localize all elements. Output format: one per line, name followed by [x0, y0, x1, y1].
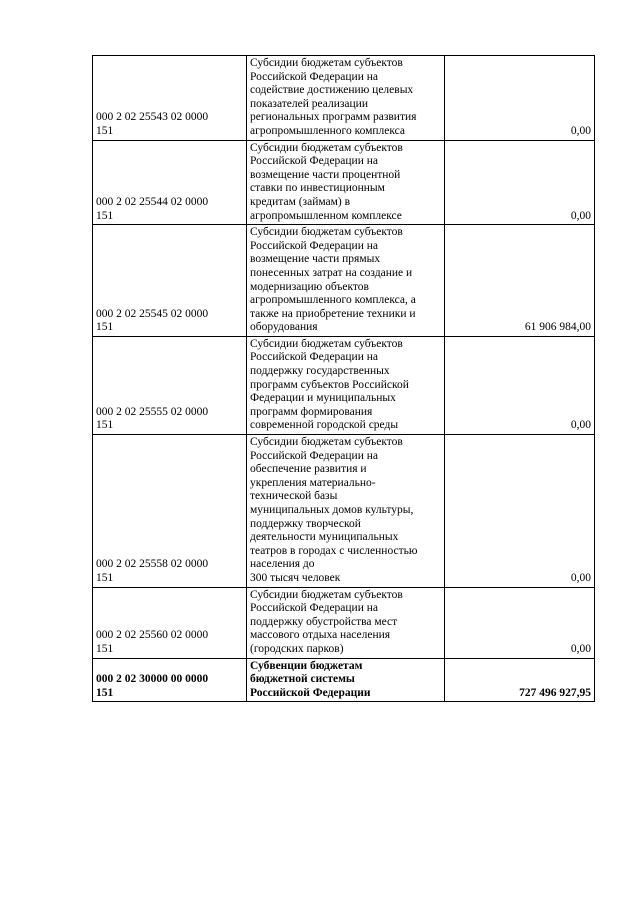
amount-cell: 0,00	[445, 56, 595, 141]
table-row	[93, 435, 595, 588]
item-name-cell: Субсидии бюджетам субъектов Российской Федерации на содействие достижению целевых показателей реализации региональных программ развития агропромышленного комплекса	[247, 56, 445, 141]
table-row	[93, 56, 595, 141]
table-row	[93, 587, 595, 658]
amount-cell: 0,00	[445, 140, 595, 225]
table-row	[93, 225, 595, 337]
budget-code-cell: 000 2 02 25555 02 0000 151	[93, 336, 247, 434]
table-body	[93, 56, 595, 702]
budget-code-cell: 000 2 02 25558 02 0000 151	[93, 435, 247, 588]
table-row-total	[93, 658, 595, 702]
item-name-cell: Субсидии бюджетам субъектов Российской Федерации на возмещение части прямых понесенных затрат на создание и модернизацию объектов агропромышленного комплекса, а также на приобретение техники и оборудования	[247, 225, 445, 337]
item-name-cell: Субсидии бюджетам субъектов Российской Федерации на обеспечение развития и укрепления материально- технической базы муниципальных домов культуры, поддержку творческой деятельности муниципальных театров в городах с численностью населения до 300 тысяч человек	[247, 435, 445, 588]
budget-code-cell: 000 2 02 25543 02 0000 151	[93, 56, 247, 141]
budget-code-cell: 000 2 02 25560 02 0000 151	[93, 587, 247, 658]
budget-code-cell: 000 2 02 25544 02 0000 151	[93, 140, 247, 225]
budget-code-cell: 000 2 02 25545 02 0000 151	[93, 225, 247, 337]
amount-cell: 61 906 984,00	[445, 225, 595, 337]
budget-revenue-table	[92, 55, 595, 702]
item-name-cell: Субсидии бюджетам субъектов Российской Федерации на поддержку государственных программ субъектов Российской Федерации и муниципальных программ формирования современной городской среды	[247, 336, 445, 434]
amount-cell: 0,00	[445, 587, 595, 658]
amount-cell: 0,00	[445, 435, 595, 588]
budget-code-cell: 000 2 02 30000 00 0000 151	[93, 658, 247, 702]
amount-cell: 727 496 927,95	[445, 658, 595, 702]
table-row	[93, 140, 595, 225]
item-name-cell: Субсидии бюджетам субъектов Российской Федерации на возмещение части процентной ставки по инвестиционным кредитам (займам) в агропромышленном комплексе	[247, 140, 445, 225]
item-name-cell: Субвенции бюджетам бюджетной системы Российской Федерации	[247, 658, 445, 702]
table-row	[93, 336, 595, 434]
item-name-cell: Субсидии бюджетам субъектов Российской Федерации на поддержку обустройства мест массового отдыха населения (городских парков)	[247, 587, 445, 658]
amount-cell: 0,00	[445, 336, 595, 434]
